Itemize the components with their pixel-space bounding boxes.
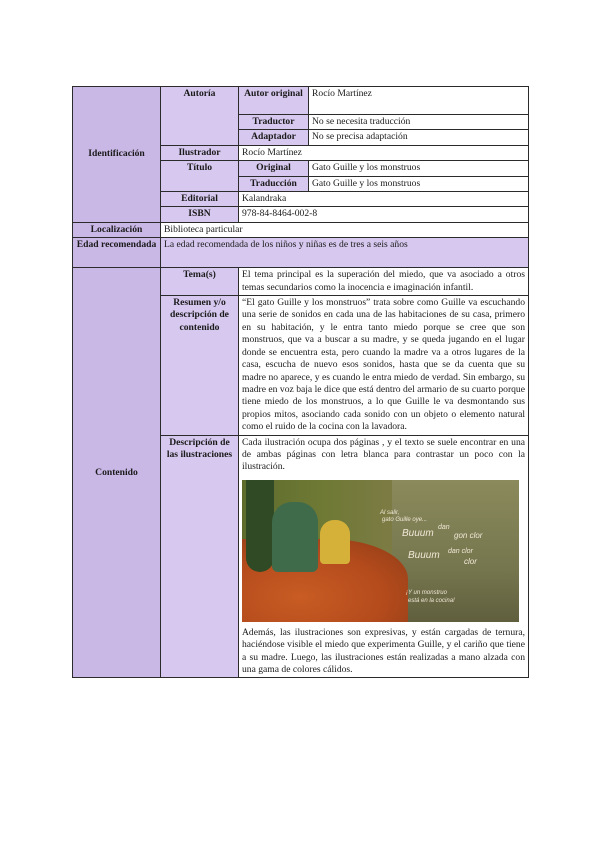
autor-original-value: Rocío Martínez (309, 87, 529, 115)
traductor-key: Traductor (239, 115, 309, 130)
illustration-text: gon clor (454, 530, 483, 540)
resumen-value: “El gato Guille y los monstruos” trata sobre como Guille va escuchando una serie de sonidos en cada una de las habitaciones de su casa, primero en su habitación, y le entra tanto miedo porque se cree que son monstruos, que va a buscar a su madre, y se queda jugando en el lugar donde se encuentra esta, pero cuando la madre va a otros lugares de la casa, escucha de nuevo esos sonidos, hasta que se da cuenta que su madre no aparece, y es cuando le entra miedo de verdad. Sin embargo, su madre en voz baja le dice que está dentro del armario de su cuarto porque tiene miedo de los monstruos, a lo que Guille le va desmontando sus propios mitos, asociando cada sonido con un objeto o elemento natural como el ruido de la cocina con la lavadora. (239, 296, 529, 435)
illustration-cat-figure (320, 520, 350, 564)
titulo-traduccion-value: Gato Guille y los monstruos (309, 176, 529, 191)
identificacion-label: Identificación (73, 87, 161, 223)
editorial-label: Editorial (161, 192, 239, 207)
titulo-original-key: Original (239, 161, 309, 176)
illustration-text: ¡Y un monstruo (406, 589, 447, 596)
titulo-original-value: Gato Guille y los monstruos (309, 161, 529, 176)
ilustraciones-outro: Además, las ilustraciones son expresivas, y están cargadas de ternura, haciéndose visible el miedo que experimenta Guille, y el cariño que tiene a su madre. Luego, las ilustraciones están realizadas a mano alzada con una gama de colores cálidos. (242, 626, 525, 675)
illustration-plant (246, 480, 274, 572)
localizacion-label: Localización (73, 222, 161, 237)
ilustraciones-cell (239, 435, 529, 678)
illustration-text: dan (438, 523, 450, 531)
illustration-text: Buuum (408, 549, 440, 561)
ilustraciones-intro: Cada ilustración ocupa dos páginas , y el texto se suele encontrar en una de ambas páginas con letra blanca para contrastar un poco con la ilustración. (242, 436, 525, 473)
localizacion-value: Biblioteca particular (161, 222, 529, 237)
autoria-label: Autoría (161, 87, 239, 146)
titulo-label: Título (161, 161, 239, 192)
ilustrador-label: Ilustrador (161, 145, 239, 160)
isbn-value: 978-84-8464-002-8 (239, 207, 529, 222)
illustration-text: Buuum (402, 527, 434, 539)
edad-value: La edad recomendada de los niños y niñas es de tres a seis años (161, 238, 529, 268)
tema-label: Tema(s) (161, 268, 239, 296)
titulo-traduccion-key: Traducción (239, 176, 309, 191)
adaptador-value: No se precisa adaptación (309, 130, 529, 145)
illustration-text: dan clor (448, 547, 473, 555)
illustration-text: Al salir, (380, 509, 400, 516)
autor-original-key: Autor original (239, 87, 309, 115)
tema-value: El tema principal es la superación del miedo, que va asociado a otros temas secundarios como la inocencia e imaginación infantil. (239, 268, 529, 296)
ilustraciones-label: Descripción de las ilustraciones (161, 435, 239, 678)
book-illustration-image (242, 480, 519, 622)
traductor-value: No se necesita traducción (309, 115, 529, 130)
isbn-label: ISBN (161, 207, 239, 222)
illustration-text: gato Guille oye... (382, 516, 428, 523)
ilustrador-value: Rocío Martínez (239, 145, 529, 160)
illustration-text: clor (464, 556, 477, 566)
illustration-mother-figure (272, 502, 318, 572)
resumen-label: Resumen y/o descripción de contenido (161, 296, 239, 435)
edad-label: Edad recomendada (73, 238, 161, 268)
adaptador-key: Adaptador (239, 130, 309, 145)
editorial-value: Kalandraka (239, 192, 529, 207)
illustration-text: está en la cocina! (408, 597, 455, 604)
contenido-label: Contenido (73, 268, 161, 678)
book-record-table (72, 86, 529, 678)
